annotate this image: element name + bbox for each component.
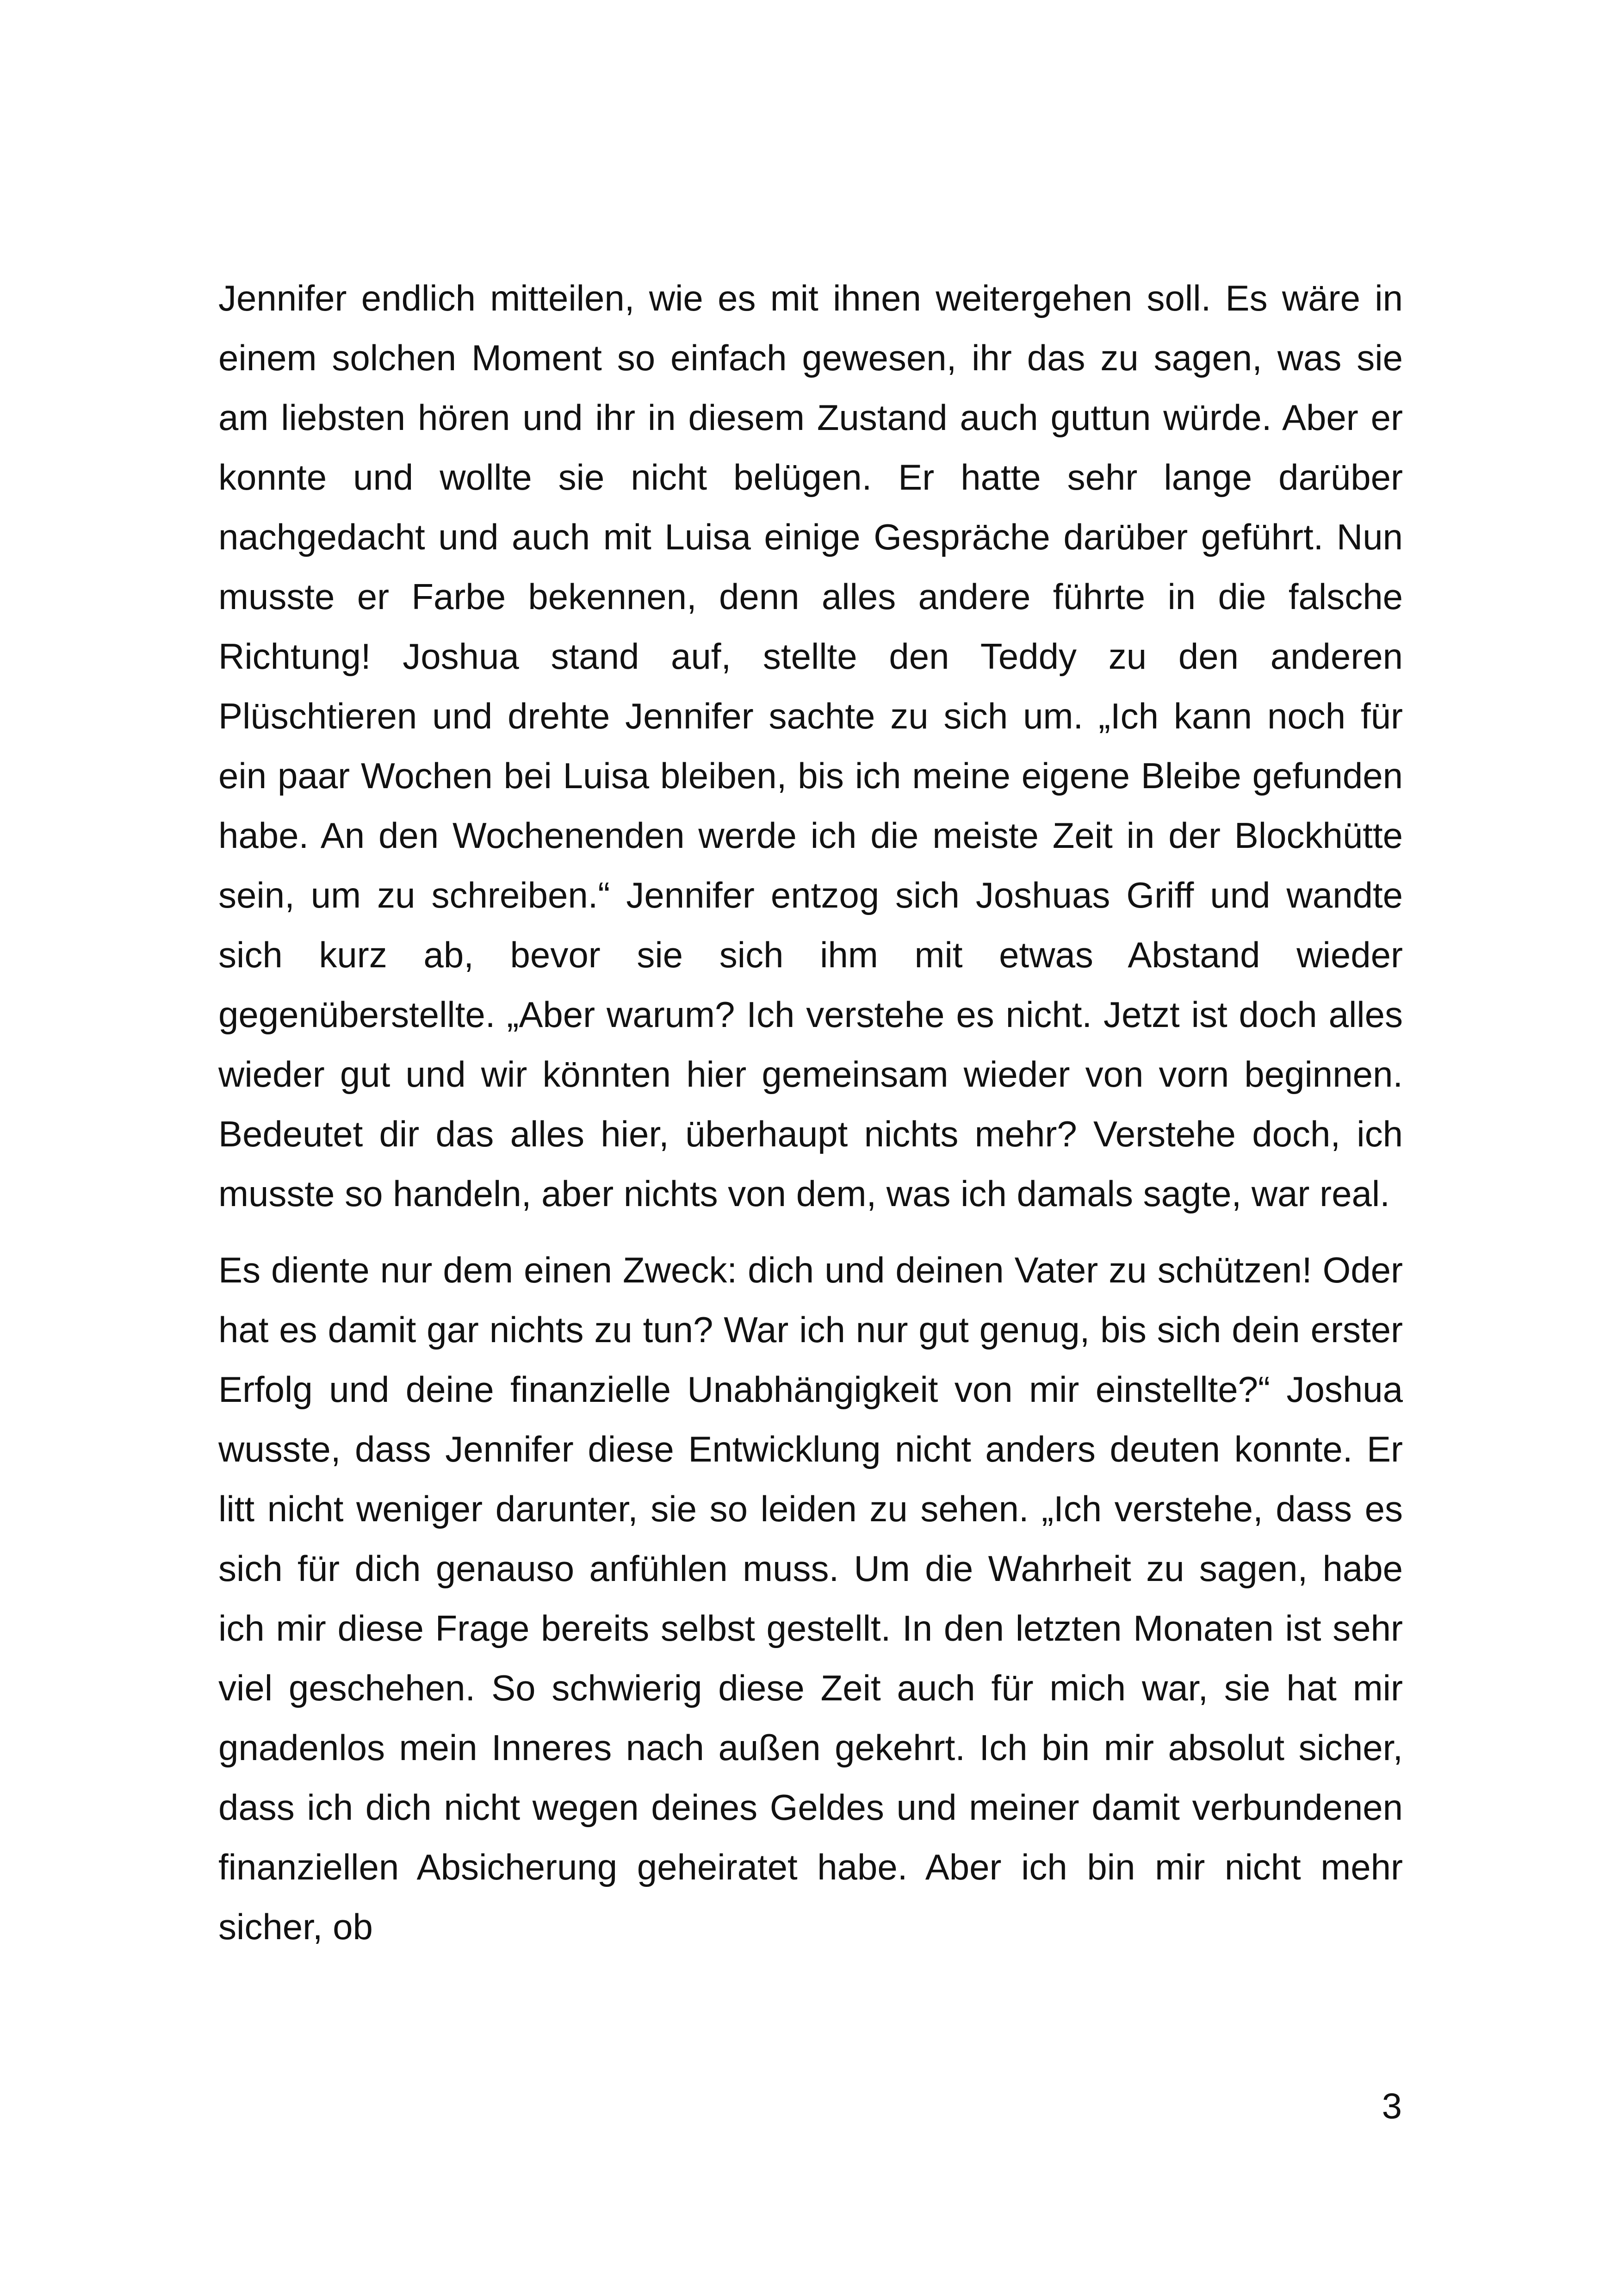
paragraph-1: Jennifer endlich mitteilen, wie es mit ihnen weitergehen soll. Es wäre in einem solchen Moment so einfach gewesen, ihr das zu sagen, was sie am liebsten hören und ihr in diesem Zustand auch guttun würde. Aber er konnte und wollte sie nicht belügen. Er hatte sehr lange darüber nachgedacht und auch mit Luisa einige Gespräche darüber geführt. Nun musste er Farbe bekennen, denn alles andere führte in die falsche Richtung! Joshua stand auf, stellte den Teddy zu den anderen Plüschtieren und drehte Jennifer sachte zu sich um. „Ich kann noch für ein paar Wochen bei Luisa bleiben, bis ich meine eigene Bleibe gefunden habe. An den Wochenenden werde ich die meiste Zeit in der Blockhütte sein, um zu schreiben.“ Jennifer entzog sich Joshuas Griff und wandte sich kurz ab, bevor sie sich ihm mit etwas Abstand wieder gegenüberstellte. „Aber warum? Ich verstehe es nicht. Jetzt ist doch alles wieder gut und wir könnten hier gemeinsam wieder von vorn beginnen. Bedeutet dir das alles hier, überhaupt nichts mehr? Verstehe doch, ich musste so handeln, aber nichts von dem, was ich damals sagte, war real. — [218, 278, 1403, 1214]
page-number: 3 — [1382, 2085, 1402, 2126]
paragraph-2: Es diente nur dem einen Zweck: dich und deinen Vater zu schützen! Oder hat es damit gar nichts zu tun? War ich nur gut genug, bis sich dein erster Erfolg und deine finanzielle Unabhängigkeit von mir einstellte?“ Joshua wusste, dass Jennifer diese Entwicklung nicht anders deuten konnte. Er litt nicht weniger darunter, sie so leiden zu sehen. „Ich verstehe, dass es sich für dich genauso anfühlen muss. Um die Wahrheit zu sagen, habe ich mir diese Frage bereits selbst gestellt. In den letzten Monaten ist sehr viel geschehen. So schwierig diese Zeit auch für mich war, sie hat mir gnadenlos mein Inneres nach außen gekehrt. Ich bin mir absolut sicher, dass ich dich nicht wegen deines Geldes und meiner damit verbundenen finanziellen Absicherung geheiratet habe. Aber ich bin mir nicht mehr sicher, ob — [218, 1250, 1403, 1947]
body-text — [218, 268, 1403, 1957]
